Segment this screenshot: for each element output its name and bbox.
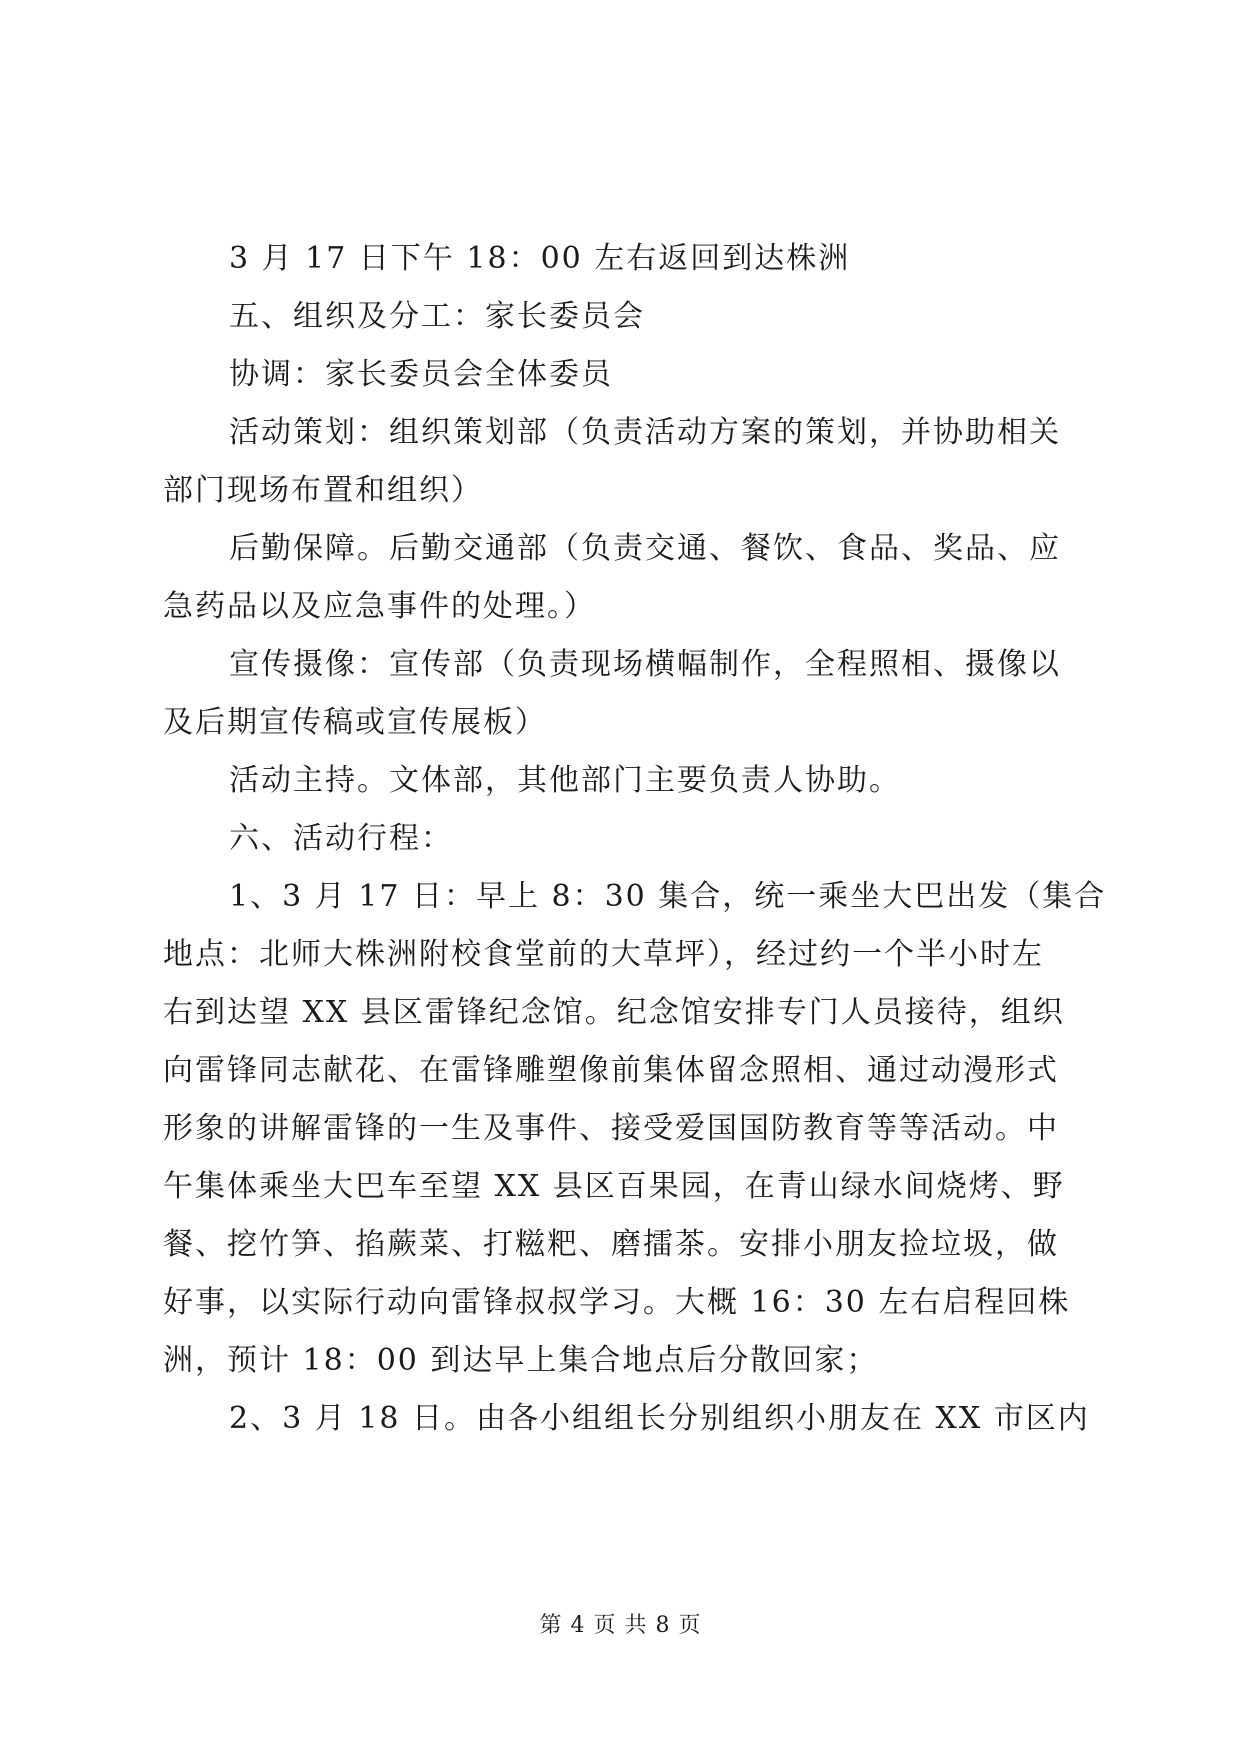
text-line: 活动策划：组织策划部（负责活动方案的策划，并协助相关 [229,415,1061,450]
document-body [163,230,1107,1448]
text-line: 部门现场布置和组织） [163,473,483,508]
section-heading: 六、活动行程： [229,821,453,856]
section-heading: 五、组织及分工：家长委员会 [229,299,645,334]
text-line: 1、3 月 17 日：早上 8：30 集合，统一乘坐大巴出发（集合 [229,879,1107,914]
text-line: 形象的讲解雷锋的一生及事件、接受爱国国防教育等等活动。中 [163,1111,1059,1146]
text-line: 地点：北师大株洲附校食堂前的大草坪），经过约一个半小时左 [163,937,1044,972]
text-line: 3 月 17 日下午 18：00 左右返回到达株洲 [229,241,851,276]
page-number-footer: 第 4 页 共 8 页 [539,1613,702,1638]
text-line: 餐、挖竹笋、掐蕨菜、打糍粑、磨擂茶。安排小朋友捡垃圾，做 [163,1227,1059,1262]
text-line: 活动主持。文体部，其他部门主要负责人协助。 [229,763,901,798]
text-line: 好事，以实际行动向雷锋叔叔学习。大概 16：30 左右启程回株 [163,1285,1071,1320]
text-line: 宣传摄像：宣传部（负责现场横幅制作，全程照相、摄像以 [229,647,1061,682]
text-line: 及后期宣传稿或宣传展板） [163,705,547,740]
text-line: 洲，预计 18：00 到达早上集合地点后分散回家； [163,1343,879,1378]
text-line: 急药品以及应急事件的处理。） [163,589,596,624]
text-line: 协调：家长委员会全体委员 [229,357,613,392]
text-line: 右到达望 XX 县区雷锋纪念馆。纪念馆安排专门人员接待，组织 [163,995,1065,1030]
text-line: 午集体乘坐大巴车至望 XX 县区百果园，在青山绿水间烧烤、野 [163,1169,1065,1204]
text-line: 向雷锋同志献花、在雷锋雕塑像前集体留念照相、通过动漫形式 [163,1053,1059,1088]
text-line: 后勤保障。后勤交通部（负责交通、餐饮、食品、奖品、应 [229,531,1061,566]
text-line: 2、3 月 18 日。由各小组组长分别组织小朋友在 XX 市区内 [229,1401,1090,1436]
